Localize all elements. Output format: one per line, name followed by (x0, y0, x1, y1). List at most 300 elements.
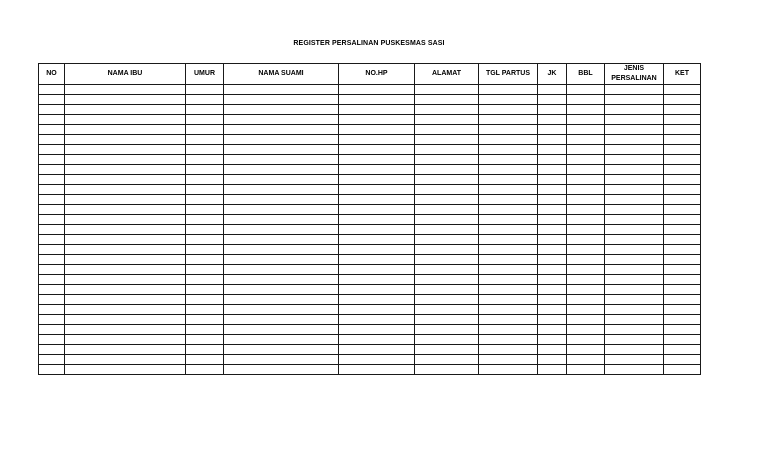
table-cell-bbl[interactable] (567, 105, 605, 115)
table-cell-jenis-persalinan[interactable] (605, 245, 664, 255)
table-cell-tgl-partus[interactable] (479, 145, 538, 155)
table-cell-umur[interactable] (186, 85, 224, 95)
table-cell-alamat[interactable] (415, 215, 479, 225)
table-cell-nama-suami[interactable] (224, 305, 339, 315)
table-cell-jk[interactable] (538, 145, 567, 155)
table-cell-no-hp[interactable] (339, 135, 415, 145)
table-cell-jk[interactable] (538, 165, 567, 175)
table-cell-no-hp[interactable] (339, 265, 415, 275)
table-cell-umur[interactable] (186, 195, 224, 205)
table-cell-no-hp[interactable] (339, 95, 415, 105)
table-cell-umur[interactable] (186, 355, 224, 365)
table-cell-nama-ibu[interactable] (65, 85, 186, 95)
table-cell-bbl[interactable] (567, 365, 605, 375)
table-cell-nama-suami[interactable] (224, 325, 339, 335)
table-cell-jk[interactable] (538, 335, 567, 345)
table-cell-nama-ibu[interactable] (65, 215, 186, 225)
table-cell-bbl[interactable] (567, 255, 605, 265)
table-cell-nama-suami[interactable] (224, 165, 339, 175)
table-cell-alamat[interactable] (415, 95, 479, 105)
table-cell-tgl-partus[interactable] (479, 315, 538, 325)
table-cell-no-hp[interactable] (339, 365, 415, 375)
table-cell-jenis-persalinan[interactable] (605, 85, 664, 95)
table-cell-nama-ibu[interactable] (65, 235, 186, 245)
table-cell-no[interactable] (39, 135, 65, 145)
table-cell-jenis-persalinan[interactable] (605, 125, 664, 135)
table-cell-jenis-persalinan[interactable] (605, 105, 664, 115)
table-cell-ket[interactable] (664, 155, 701, 165)
table-cell-jenis-persalinan[interactable] (605, 295, 664, 305)
table-cell-ket[interactable] (664, 175, 701, 185)
table-cell-jk[interactable] (538, 345, 567, 355)
table-cell-jk[interactable] (538, 285, 567, 295)
table-cell-ket[interactable] (664, 125, 701, 135)
table-cell-jk[interactable] (538, 175, 567, 185)
table-cell-no-hp[interactable] (339, 215, 415, 225)
table-cell-alamat[interactable] (415, 205, 479, 215)
table-cell-nama-ibu[interactable] (65, 165, 186, 175)
table-cell-umur[interactable] (186, 205, 224, 215)
table-cell-nama-ibu[interactable] (65, 175, 186, 185)
table-cell-tgl-partus[interactable] (479, 215, 538, 225)
table-cell-umur[interactable] (186, 155, 224, 165)
table-cell-no[interactable] (39, 265, 65, 275)
table-cell-alamat[interactable] (415, 135, 479, 145)
table-cell-jenis-persalinan[interactable] (605, 285, 664, 295)
table-cell-ket[interactable] (664, 105, 701, 115)
table-cell-nama-ibu[interactable] (65, 145, 186, 155)
table-cell-bbl[interactable] (567, 85, 605, 95)
table-cell-alamat[interactable] (415, 185, 479, 195)
table-cell-umur[interactable] (186, 175, 224, 185)
table-cell-no[interactable] (39, 345, 65, 355)
table-cell-alamat[interactable] (415, 255, 479, 265)
table-cell-nama-suami[interactable] (224, 235, 339, 245)
table-cell-ket[interactable] (664, 145, 701, 155)
table-cell-nama-suami[interactable] (224, 145, 339, 155)
table-cell-tgl-partus[interactable] (479, 265, 538, 275)
table-cell-bbl[interactable] (567, 175, 605, 185)
table-cell-no-hp[interactable] (339, 335, 415, 345)
table-cell-no-hp[interactable] (339, 165, 415, 175)
table-cell-no[interactable] (39, 145, 65, 155)
table-cell-nama-suami[interactable] (224, 175, 339, 185)
table-cell-jenis-persalinan[interactable] (605, 255, 664, 265)
table-cell-umur[interactable] (186, 305, 224, 315)
table-cell-alamat[interactable] (415, 165, 479, 175)
table-cell-no-hp[interactable] (339, 105, 415, 115)
table-cell-ket[interactable] (664, 325, 701, 335)
table-cell-jk[interactable] (538, 135, 567, 145)
table-cell-jk[interactable] (538, 215, 567, 225)
table-cell-bbl[interactable] (567, 285, 605, 295)
table-cell-ket[interactable] (664, 305, 701, 315)
table-cell-alamat[interactable] (415, 265, 479, 275)
table-cell-nama-ibu[interactable] (65, 285, 186, 295)
table-cell-alamat[interactable] (415, 85, 479, 95)
table-cell-alamat[interactable] (415, 195, 479, 205)
table-cell-alamat[interactable] (415, 105, 479, 115)
table-cell-jk[interactable] (538, 115, 567, 125)
table-cell-no-hp[interactable] (339, 315, 415, 325)
table-cell-jenis-persalinan[interactable] (605, 115, 664, 125)
table-cell-jenis-persalinan[interactable] (605, 325, 664, 335)
table-cell-alamat[interactable] (415, 355, 479, 365)
table-cell-nama-ibu[interactable] (65, 155, 186, 165)
table-cell-jk[interactable] (538, 315, 567, 325)
table-cell-jenis-persalinan[interactable] (605, 305, 664, 315)
table-cell-nama-suami[interactable] (224, 195, 339, 205)
table-cell-no-hp[interactable] (339, 305, 415, 315)
table-cell-jk[interactable] (538, 275, 567, 285)
table-cell-no[interactable] (39, 105, 65, 115)
table-cell-alamat[interactable] (415, 365, 479, 375)
table-cell-umur[interactable] (186, 245, 224, 255)
table-cell-umur[interactable] (186, 315, 224, 325)
table-cell-nama-ibu[interactable] (65, 275, 186, 285)
table-cell-ket[interactable] (664, 355, 701, 365)
table-cell-jenis-persalinan[interactable] (605, 95, 664, 105)
table-cell-jk[interactable] (538, 155, 567, 165)
table-cell-no[interactable] (39, 165, 65, 175)
table-cell-no-hp[interactable] (339, 325, 415, 335)
table-cell-tgl-partus[interactable] (479, 135, 538, 145)
table-cell-umur[interactable] (186, 135, 224, 145)
table-cell-bbl[interactable] (567, 115, 605, 125)
table-cell-jk[interactable] (538, 325, 567, 335)
table-cell-jk[interactable] (538, 185, 567, 195)
table-cell-no[interactable] (39, 245, 65, 255)
table-cell-jenis-persalinan[interactable] (605, 345, 664, 355)
table-cell-alamat[interactable] (415, 315, 479, 325)
table-cell-jk[interactable] (538, 365, 567, 375)
table-cell-ket[interactable] (664, 135, 701, 145)
table-cell-nama-ibu[interactable] (65, 295, 186, 305)
table-cell-no-hp[interactable] (339, 155, 415, 165)
table-cell-no-hp[interactable] (339, 115, 415, 125)
table-cell-ket[interactable] (664, 85, 701, 95)
table-cell-no-hp[interactable] (339, 275, 415, 285)
table-cell-ket[interactable] (664, 345, 701, 355)
table-cell-tgl-partus[interactable] (479, 235, 538, 245)
table-cell-jenis-persalinan[interactable] (605, 195, 664, 205)
table-cell-alamat[interactable] (415, 235, 479, 245)
table-cell-jk[interactable] (538, 305, 567, 315)
table-cell-nama-ibu[interactable] (65, 115, 186, 125)
table-cell-nama-suami[interactable] (224, 355, 339, 365)
table-cell-nama-suami[interactable] (224, 135, 339, 145)
table-cell-no[interactable] (39, 85, 65, 95)
table-cell-ket[interactable] (664, 365, 701, 375)
table-cell-tgl-partus[interactable] (479, 85, 538, 95)
table-cell-tgl-partus[interactable] (479, 205, 538, 215)
table-cell-bbl[interactable] (567, 245, 605, 255)
table-cell-no-hp[interactable] (339, 345, 415, 355)
table-cell-tgl-partus[interactable] (479, 225, 538, 235)
table-cell-umur[interactable] (186, 285, 224, 295)
table-cell-jk[interactable] (538, 105, 567, 115)
table-cell-nama-ibu[interactable] (65, 305, 186, 315)
table-cell-ket[interactable] (664, 215, 701, 225)
table-cell-alamat[interactable] (415, 345, 479, 355)
table-cell-no-hp[interactable] (339, 175, 415, 185)
table-cell-bbl[interactable] (567, 125, 605, 135)
table-cell-umur[interactable] (186, 275, 224, 285)
table-cell-ket[interactable] (664, 295, 701, 305)
table-cell-nama-suami[interactable] (224, 225, 339, 235)
table-cell-no[interactable] (39, 195, 65, 205)
table-cell-tgl-partus[interactable] (479, 335, 538, 345)
table-cell-umur[interactable] (186, 105, 224, 115)
table-cell-nama-suami[interactable] (224, 205, 339, 215)
table-cell-nama-suami[interactable] (224, 155, 339, 165)
table-cell-alamat[interactable] (415, 175, 479, 185)
table-cell-no[interactable] (39, 205, 65, 215)
table-cell-nama-suami[interactable] (224, 125, 339, 135)
table-cell-bbl[interactable] (567, 225, 605, 235)
table-cell-jk[interactable] (538, 125, 567, 135)
table-cell-bbl[interactable] (567, 275, 605, 285)
table-cell-nama-suami[interactable] (224, 345, 339, 355)
table-cell-no-hp[interactable] (339, 255, 415, 265)
table-cell-ket[interactable] (664, 255, 701, 265)
table-cell-jk[interactable] (538, 95, 567, 105)
table-cell-no[interactable] (39, 255, 65, 265)
table-cell-tgl-partus[interactable] (479, 325, 538, 335)
table-cell-bbl[interactable] (567, 295, 605, 305)
table-cell-ket[interactable] (664, 195, 701, 205)
table-cell-ket[interactable] (664, 275, 701, 285)
table-cell-nama-ibu[interactable] (65, 125, 186, 135)
table-cell-tgl-partus[interactable] (479, 255, 538, 265)
table-cell-bbl[interactable] (567, 205, 605, 215)
table-cell-ket[interactable] (664, 265, 701, 275)
table-cell-no-hp[interactable] (339, 205, 415, 215)
table-cell-bbl[interactable] (567, 305, 605, 315)
table-cell-no-hp[interactable] (339, 145, 415, 155)
table-cell-tgl-partus[interactable] (479, 185, 538, 195)
table-cell-nama-ibu[interactable] (65, 195, 186, 205)
table-cell-jenis-persalinan[interactable] (605, 275, 664, 285)
table-cell-no-hp[interactable] (339, 235, 415, 245)
table-cell-no[interactable] (39, 365, 65, 375)
table-cell-ket[interactable] (664, 245, 701, 255)
table-cell-nama-suami[interactable] (224, 265, 339, 275)
table-cell-umur[interactable] (186, 185, 224, 195)
table-cell-bbl[interactable] (567, 145, 605, 155)
table-cell-no-hp[interactable] (339, 285, 415, 295)
table-cell-ket[interactable] (664, 315, 701, 325)
table-cell-nama-suami[interactable] (224, 185, 339, 195)
table-cell-nama-suami[interactable] (224, 365, 339, 375)
table-cell-umur[interactable] (186, 255, 224, 265)
table-cell-bbl[interactable] (567, 235, 605, 245)
table-cell-umur[interactable] (186, 345, 224, 355)
table-cell-jenis-persalinan[interactable] (605, 145, 664, 155)
table-cell-jenis-persalinan[interactable] (605, 185, 664, 195)
table-cell-tgl-partus[interactable] (479, 305, 538, 315)
table-cell-ket[interactable] (664, 235, 701, 245)
table-cell-no[interactable] (39, 175, 65, 185)
table-cell-umur[interactable] (186, 295, 224, 305)
table-cell-nama-ibu[interactable] (65, 325, 186, 335)
table-cell-nama-ibu[interactable] (65, 135, 186, 145)
table-cell-bbl[interactable] (567, 315, 605, 325)
table-cell-nama-suami[interactable] (224, 115, 339, 125)
table-cell-ket[interactable] (664, 115, 701, 125)
table-cell-tgl-partus[interactable] (479, 115, 538, 125)
table-cell-alamat[interactable] (415, 335, 479, 345)
table-cell-alamat[interactable] (415, 295, 479, 305)
table-cell-nama-suami[interactable] (224, 215, 339, 225)
table-cell-tgl-partus[interactable] (479, 245, 538, 255)
table-cell-no[interactable] (39, 285, 65, 295)
table-cell-nama-ibu[interactable] (65, 225, 186, 235)
table-cell-jenis-persalinan[interactable] (605, 315, 664, 325)
table-cell-ket[interactable] (664, 285, 701, 295)
table-cell-ket[interactable] (664, 205, 701, 215)
table-cell-jk[interactable] (538, 225, 567, 235)
table-cell-no-hp[interactable] (339, 125, 415, 135)
table-cell-nama-ibu[interactable] (65, 255, 186, 265)
table-cell-tgl-partus[interactable] (479, 105, 538, 115)
table-cell-nama-suami[interactable] (224, 95, 339, 105)
table-cell-alamat[interactable] (415, 115, 479, 125)
table-cell-nama-suami[interactable] (224, 315, 339, 325)
table-cell-ket[interactable] (664, 185, 701, 195)
table-cell-nama-ibu[interactable] (65, 335, 186, 345)
table-cell-umur[interactable] (186, 365, 224, 375)
table-cell-no[interactable] (39, 335, 65, 345)
table-cell-alamat[interactable] (415, 325, 479, 335)
table-cell-no[interactable] (39, 235, 65, 245)
table-cell-ket[interactable] (664, 165, 701, 175)
table-cell-umur[interactable] (186, 95, 224, 105)
table-cell-tgl-partus[interactable] (479, 195, 538, 205)
table-cell-bbl[interactable] (567, 135, 605, 145)
table-cell-no-hp[interactable] (339, 185, 415, 195)
table-cell-no[interactable] (39, 325, 65, 335)
table-cell-no[interactable] (39, 125, 65, 135)
table-cell-umur[interactable] (186, 125, 224, 135)
table-cell-bbl[interactable] (567, 215, 605, 225)
table-cell-umur[interactable] (186, 265, 224, 275)
table-cell-no[interactable] (39, 155, 65, 165)
table-cell-no-hp[interactable] (339, 85, 415, 95)
table-cell-jenis-persalinan[interactable] (605, 215, 664, 225)
table-cell-jenis-persalinan[interactable] (605, 205, 664, 215)
table-cell-tgl-partus[interactable] (479, 275, 538, 285)
table-cell-jenis-persalinan[interactable] (605, 355, 664, 365)
table-cell-tgl-partus[interactable] (479, 175, 538, 185)
table-cell-bbl[interactable] (567, 355, 605, 365)
table-cell-nama-suami[interactable] (224, 335, 339, 345)
table-cell-umur[interactable] (186, 335, 224, 345)
table-cell-nama-ibu[interactable] (65, 245, 186, 255)
table-cell-ket[interactable] (664, 95, 701, 105)
table-cell-alamat[interactable] (415, 305, 479, 315)
table-cell-alamat[interactable] (415, 225, 479, 235)
table-cell-ket[interactable] (664, 225, 701, 235)
table-cell-ket[interactable] (664, 335, 701, 345)
table-cell-alamat[interactable] (415, 275, 479, 285)
table-cell-jk[interactable] (538, 85, 567, 95)
table-cell-alamat[interactable] (415, 245, 479, 255)
table-cell-jenis-persalinan[interactable] (605, 175, 664, 185)
table-cell-jenis-persalinan[interactable] (605, 235, 664, 245)
table-cell-no[interactable] (39, 305, 65, 315)
table-cell-tgl-partus[interactable] (479, 345, 538, 355)
table-cell-bbl[interactable] (567, 165, 605, 175)
table-cell-tgl-partus[interactable] (479, 125, 538, 135)
table-cell-tgl-partus[interactable] (479, 295, 538, 305)
table-cell-nama-ibu[interactable] (65, 365, 186, 375)
table-cell-nama-ibu[interactable] (65, 185, 186, 195)
table-cell-jk[interactable] (538, 235, 567, 245)
table-cell-nama-ibu[interactable] (65, 95, 186, 105)
table-cell-jenis-persalinan[interactable] (605, 135, 664, 145)
table-cell-jk[interactable] (538, 205, 567, 215)
table-cell-no-hp[interactable] (339, 195, 415, 205)
table-cell-no[interactable] (39, 225, 65, 235)
table-cell-alamat[interactable] (415, 145, 479, 155)
table-cell-no-hp[interactable] (339, 245, 415, 255)
table-cell-bbl[interactable] (567, 335, 605, 345)
table-cell-nama-suami[interactable] (224, 275, 339, 285)
table-cell-umur[interactable] (186, 225, 224, 235)
table-cell-nama-ibu[interactable] (65, 315, 186, 325)
table-cell-jk[interactable] (538, 255, 567, 265)
table-cell-umur[interactable] (186, 165, 224, 175)
table-cell-no-hp[interactable] (339, 355, 415, 365)
table-cell-umur[interactable] (186, 115, 224, 125)
table-cell-bbl[interactable] (567, 95, 605, 105)
table-cell-jenis-persalinan[interactable] (605, 225, 664, 235)
table-cell-jk[interactable] (538, 265, 567, 275)
table-cell-alamat[interactable] (415, 285, 479, 295)
table-cell-tgl-partus[interactable] (479, 355, 538, 365)
table-cell-tgl-partus[interactable] (479, 285, 538, 295)
table-cell-tgl-partus[interactable] (479, 165, 538, 175)
table-cell-no[interactable] (39, 355, 65, 365)
table-cell-umur[interactable] (186, 325, 224, 335)
table-cell-bbl[interactable] (567, 325, 605, 335)
table-cell-jk[interactable] (538, 355, 567, 365)
table-cell-jenis-persalinan[interactable] (605, 335, 664, 345)
table-cell-no[interactable] (39, 295, 65, 305)
table-cell-jenis-persalinan[interactable] (605, 155, 664, 165)
table-cell-nama-suami[interactable] (224, 105, 339, 115)
table-cell-bbl[interactable] (567, 265, 605, 275)
table-cell-jenis-persalinan[interactable] (605, 365, 664, 375)
table-cell-umur[interactable] (186, 215, 224, 225)
table-cell-jenis-persalinan[interactable] (605, 265, 664, 275)
table-cell-no[interactable] (39, 275, 65, 285)
table-cell-alamat[interactable] (415, 155, 479, 165)
table-cell-bbl[interactable] (567, 345, 605, 355)
table-cell-no-hp[interactable] (339, 225, 415, 235)
table-cell-tgl-partus[interactable] (479, 95, 538, 105)
table-cell-bbl[interactable] (567, 155, 605, 165)
table-cell-nama-suami[interactable] (224, 245, 339, 255)
table-cell-no[interactable] (39, 95, 65, 105)
table-cell-jk[interactable] (538, 245, 567, 255)
table-cell-nama-ibu[interactable] (65, 345, 186, 355)
table-cell-no[interactable] (39, 315, 65, 325)
table-cell-nama-suami[interactable] (224, 85, 339, 95)
table-cell-bbl[interactable] (567, 185, 605, 195)
table-cell-jk[interactable] (538, 295, 567, 305)
